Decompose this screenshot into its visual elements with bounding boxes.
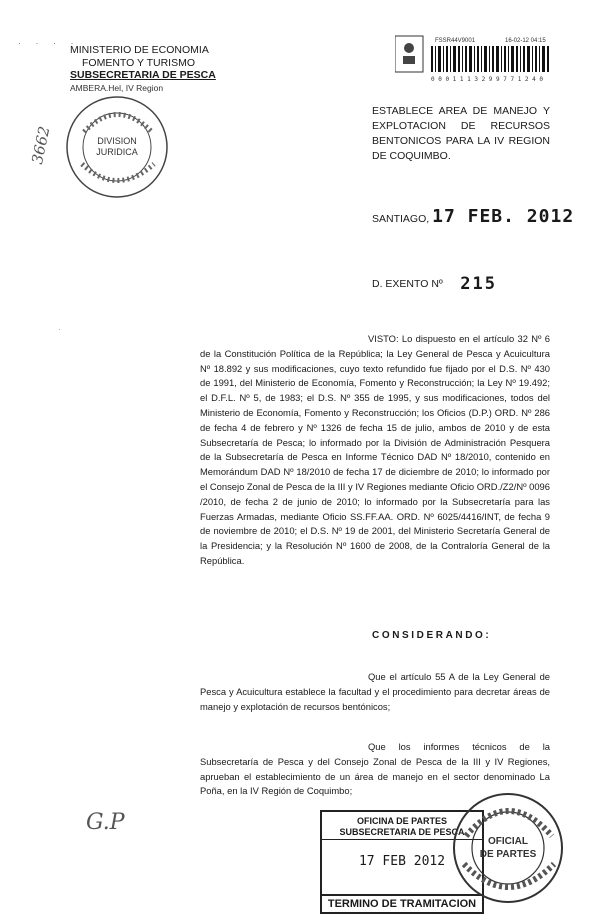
document-title-text: ESTABLECE AREA DE MANEJO Y EXPLOTACION DE RECURSOS BENTONICOS PARA LA IV REGION DE COQUIMBO.	[372, 105, 550, 162]
letterhead	[70, 44, 240, 94]
considerando-heading: CONSIDERANDO:	[372, 630, 492, 641]
handwritten-initials: G.P	[86, 810, 125, 835]
seal-left-line2: JURIDICA	[96, 147, 138, 157]
seal-right-line2: DE PARTES	[479, 849, 537, 860]
seal-right-line1: OFICIAL	[488, 836, 528, 847]
region-line: AMBERA.Hel, IV Region	[70, 82, 164, 93]
considerando-paragraph-2: Que los informes técnicos de la Subsecretaría de Pesca y del Consejo Zonal de Pesca de la III y IV Regiones, aprueban el establecimiento de un área de manejo en el sector denominado La Poña, en la IV Región de Coquimbo;	[200, 741, 550, 797]
stamp-line-1: OFICINA DE PARTES	[356, 816, 447, 826]
division-juridica-seal	[62, 92, 172, 202]
stamp-line-2: SUBSECRETARIA DE PESCA	[322, 827, 482, 840]
barcode-graphic	[395, 32, 555, 84]
decree-number-line	[372, 274, 497, 294]
seal-left-line1: DIVISION	[97, 136, 137, 146]
ministry-subtitle: FOMENTO Y TURISMO	[82, 56, 195, 69]
decree-number: 215	[460, 274, 497, 294]
date-stamp: 17 FEB. 2012	[432, 206, 575, 227]
oficial-de-partes-seal	[448, 788, 568, 908]
city-label: SANTIAGO,	[372, 213, 430, 225]
barcode-bars	[431, 46, 549, 72]
visto-paragraph: VISTO: Lo dispuesto en el artículo 32 Nº 6 de la Constitución Política de la República; la Ley General de Pesca y Acuicultura Nº 18.892 y sus modificaciones, cuyo texto refundido fue fijado por el D.S. Nº 430 de 1991, del Ministerio de Economía, Fomento y Reconstrucción; la Ley Nº 19.492; el D.F.L. Nº 5, de 1983; el D.S. Nº 355 de 1995, y sus modificaciones, todos del Ministerio de Economía, Fomento y Reconstrucción; los Oficios (D.P.) ORD. Nº 286 de fecha 4 de febrero y Nº 1326 de fecha 15 de julio, ambos de 2010 y de esta Subsecretaría de Pesca; lo informado por la División de Administración Pesquera de la Subsecretaría de Pesca en Informe Técnico DAD Nº 18/2010, contenido en Memorándum DAD Nº 18/2010 de fecha 17 de diciembre de 2010; lo informado por el Consejo Zonal de Pesca de la III y IV Regiones mediante Oficio ORD./Z2/Nº 0096 /2010, de fecha 2 de junio de 2010; lo informado por la Subsecretaría para las Fuerzas Armadas, mediante Oficio SS.FF.AA. ORD. Nº 6025/4416/INT, de fecha 9 de noviembre de 2010; el D.S. Nº 19 de 2001, del Ministerio Secretaría General de la Presidencia; y la Resolución Nº 1600 de 2008, de la Contraloría General de la República.	[200, 333, 550, 566]
margin-mark: ·	[58, 325, 61, 334]
barcode-top-left-code: FSSR44V9001	[435, 38, 476, 44]
subsecretaria-name: SUBSECRETARIA DE PESCA	[70, 69, 216, 81]
date-line	[372, 206, 574, 227]
stamp-date: 17 FEB 2012	[358, 854, 446, 869]
barcode-digits: 0 0 0 1 1 1 3 2 9 9 7 7 1 2 4 0	[431, 76, 543, 83]
scan-dots: · · · ·	[18, 38, 80, 48]
decree-label: D. EXENTO Nº	[372, 277, 443, 290]
barcode-top-right-code: 16-02-12 04:15	[505, 38, 546, 44]
ministry-name: MINISTERIO DE ECONOMIA	[70, 44, 209, 56]
handwritten-margin-number: 3662	[28, 124, 54, 166]
considerando-paragraph-1: Que el artículo 55 A de la Ley General de Pesca y Acuicultura establece la facultad y el procedimiento para decretar áreas de manejo y explotación de recursos bentónicos;	[200, 671, 550, 712]
barcode-sticker	[395, 32, 555, 84]
stamp-footer: TERMINO DE TRAMITACION	[322, 894, 482, 910]
document-title	[372, 104, 550, 164]
